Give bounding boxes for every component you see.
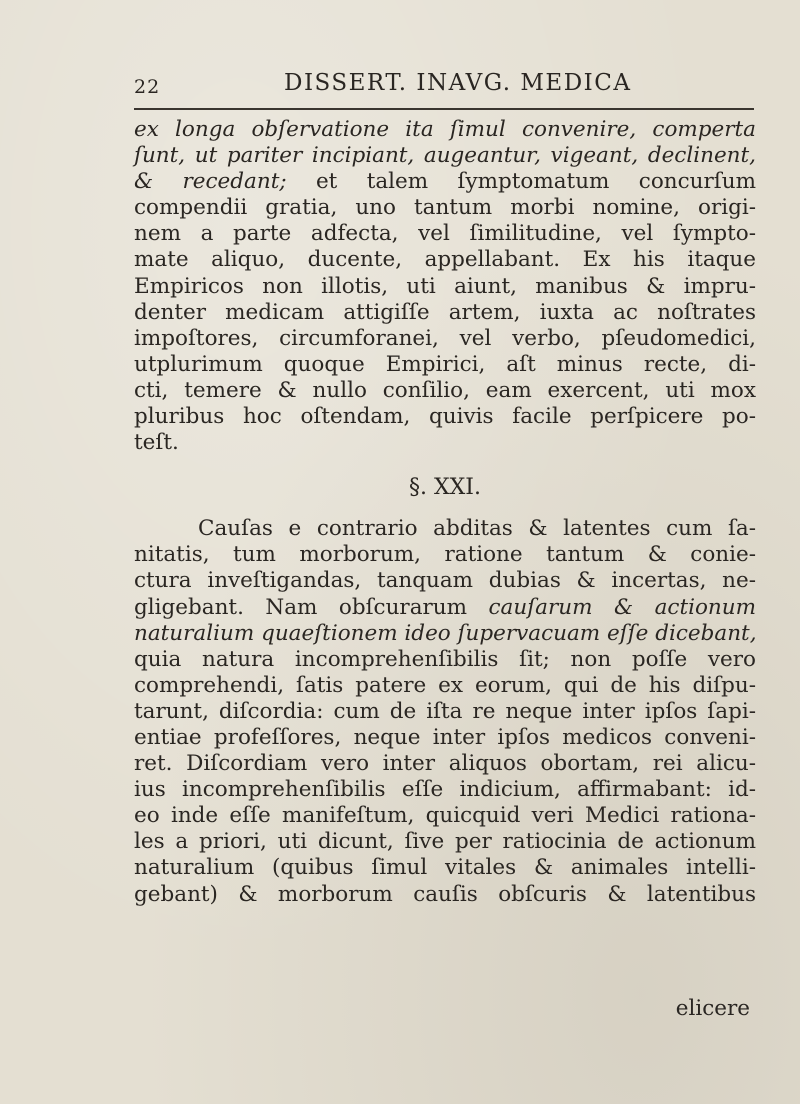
text-line: teſt. xyxy=(134,430,179,456)
text-line: ius incomprehenſibilis eſſe indicium, affirmabant: id- xyxy=(134,777,756,803)
catchword: elicere xyxy=(675,996,750,1021)
text-line: naturalium quaeſtionem ideo ſupervacuam eſſe dicebant, xyxy=(134,620,757,646)
text-line: comprehendi, ſatis patere ex eorum, qui de his diſpu- xyxy=(134,672,756,698)
running-title: DISSERT. INAVG. MEDICA xyxy=(284,70,632,96)
paragraph-1 xyxy=(134,117,756,456)
text-line: eo inde eſſe manifeſtum, quicquid veri Medici rationa- xyxy=(134,803,756,829)
text-line: Cauſas e contrario abditas & latentes cum ſa- xyxy=(198,516,756,542)
text-line: ret. Diſcordiam vero inter aliquos obortam, rei alicu- xyxy=(134,751,756,777)
paragraph-2 xyxy=(134,516,756,907)
text-line: Empiricos non illotis, uti aiunt, manibus & impru- xyxy=(134,273,756,299)
text-line: ſunt, ut pariter incipiant, augeantur, vigeant, declinent, xyxy=(134,143,756,169)
page-number: 22 xyxy=(134,76,161,98)
section-heading: §. XXI. xyxy=(409,475,481,501)
text-line: cti, temere & nullo conſilio, eam exercent, uti mox xyxy=(134,377,756,403)
text-line: impoſtores, circumforanei, vel verbo, pſeudomedici, xyxy=(134,325,756,351)
page-header xyxy=(134,70,754,100)
text-line: nem a parte adfecta, vel ſimilitudine, vel ſympto- xyxy=(134,221,756,247)
text-line: naturalium (quibus ſimul vitales & animales intelli- xyxy=(134,855,756,881)
text-line: denter medicam attigiſſe artem, iuxta ac noſtrates xyxy=(134,299,756,325)
text-line: nitatis, tum morborum, ratione tantum & conie- xyxy=(134,542,756,568)
text-line: ctura inveſtigandas, tanquam dubias & incertas, ne- xyxy=(134,568,756,594)
text-line: quia natura incomprehenſibilis ſit; non poſſe vero xyxy=(134,646,756,672)
page-body xyxy=(134,117,756,908)
header-rule xyxy=(134,108,754,110)
text-line: & recedant; et talem ſymptomatum concurſum xyxy=(134,169,756,195)
text-line: les a priori, uti dicunt, ſive per ratiocinia de actionum xyxy=(134,829,756,855)
text-line: tarunt, diſcordia: cum de iſta re neque inter ipſos ſapi- xyxy=(134,698,756,724)
text-line: gligebant. Nam obſcurarum cauſarum & actionum xyxy=(134,594,756,620)
text-line: compendii gratia, uno tantum morbi nomine, origi- xyxy=(134,195,756,221)
text-line: entiae profeſſores, neque inter ipſos medicos conveni- xyxy=(134,724,756,750)
text-line: gebant) & morborum cauſis obſcuris & latentibus xyxy=(134,881,756,907)
text-line: utplurimum quoque Empirici, aſt minus recte, di- xyxy=(134,351,756,377)
text-line: mate aliquo, ducente, appellabant. Ex his itaque xyxy=(134,247,756,273)
text-line: pluribus hoc oſtendam, quivis facile perſpicere po- xyxy=(134,404,756,430)
text-line: ex longa obſervatione ita ſimul convenire, comperta xyxy=(134,117,756,142)
